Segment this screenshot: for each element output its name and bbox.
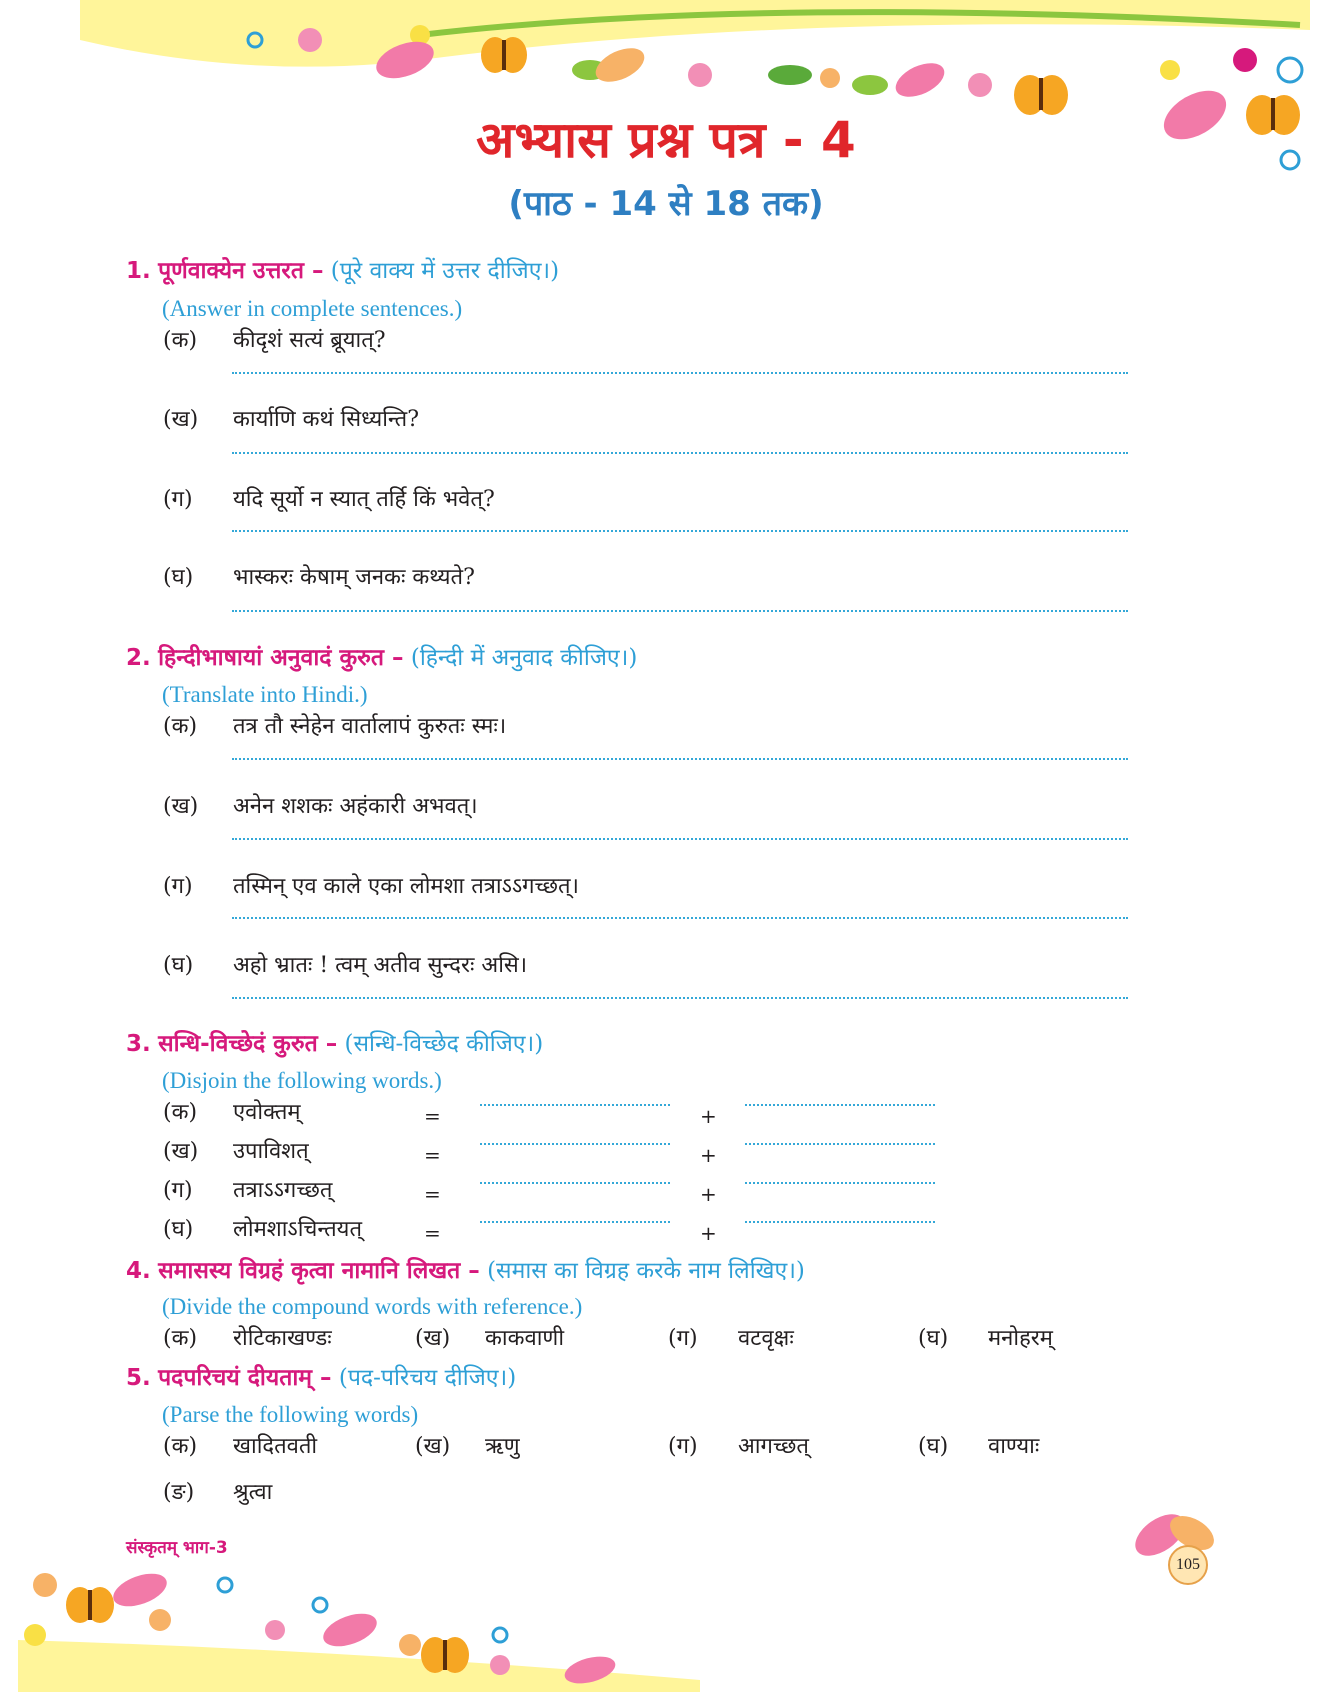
item-text: वटवृक्षः [738,1326,794,1351]
item-text: तस्मिन् एव काले एका लोमशा तत्राऽऽगच्छत्। [233,874,579,899]
list-item [163,1137,309,1167]
item-label: (ख) [415,1326,451,1351]
answer-line[interactable] [232,372,1128,374]
list-item [163,951,527,981]
item-label: (घ) [163,953,194,978]
plus-sign: + [700,1104,717,1128]
item-text: काकवाणी [485,1326,565,1351]
question-sanskrit: हिन्दीभाषायां अनुवादं कुरुत – [158,645,404,671]
answer-line[interactable] [480,1182,670,1184]
plus-sign: + [700,1221,717,1245]
item-label: (ग) [668,1326,698,1351]
list-item [918,1432,1039,1462]
item-label: (घ) [918,1434,949,1459]
item-text: लोमशाऽचिन्तयत् [233,1217,362,1242]
item-text: ऋणु [485,1434,520,1459]
question-english: (Divide the compound words with reference.) [162,1294,583,1319]
question-sanskrit: समासस्य विग्रहं कृत्वा नामानि लिखत – [158,1258,480,1284]
question-sanskrit: सन्धि-विच्छेदं कुरुत – [158,1031,338,1057]
answer-line[interactable] [745,1104,935,1106]
item-label: (ङ) [163,1480,195,1505]
list-item [163,792,478,822]
item-text: अनेन शशकः अहंकारी अभवत्। [233,794,478,819]
answer-line[interactable] [232,917,1128,919]
item-label: (क) [163,1434,198,1459]
item-text: आगच्छत् [738,1434,809,1459]
item-text: उपाविशत् [233,1139,309,1164]
item-label: (ख) [163,794,199,819]
plus-sign: + [700,1182,717,1206]
list-item [163,1215,362,1245]
equals-sign: = [424,1143,441,1167]
item-text: मनोहरम् [988,1326,1053,1351]
list-item [163,712,506,742]
question-2-heading [126,642,637,674]
list-item [163,1324,332,1354]
question-number: 3. [126,1031,151,1057]
question-sanskrit: पूर्णवाक्येन उत्तरत – [158,258,324,284]
question-number: 1. [126,258,151,284]
answer-line[interactable] [745,1182,935,1184]
answer-line[interactable] [745,1143,935,1145]
question-hindi: (पद-परिचय दीजिए।) [338,1365,517,1391]
question-4-heading [126,1255,805,1287]
page-subtitle: (पाठ - 14 से 18 तक) [508,184,824,224]
answer-line[interactable] [480,1221,670,1223]
answer-line[interactable] [232,452,1128,454]
answer-line[interactable] [232,838,1128,840]
item-label: (घ) [163,565,194,590]
item-label: (ग) [163,874,193,899]
item-text: कार्याणि कथं सिध्यन्ति? [233,407,420,432]
answer-line[interactable] [232,997,1128,999]
item-text: तत्र तौ स्नेहेन वार्तालापं कुरुतः स्मः। [233,714,507,739]
page-number: 105 [1168,1545,1208,1585]
equals-sign: = [424,1104,441,1128]
list-item [415,1432,520,1462]
question-hindi: (हिन्दी में अनुवाद कीजिए।) [410,645,638,671]
list-item [163,405,419,435]
item-label: (ग) [163,487,193,512]
item-label: (ख) [415,1434,451,1459]
item-label: (ख) [163,1139,199,1164]
question-3-heading [126,1028,543,1060]
item-label: (ग) [668,1434,698,1459]
question-english: (Answer in complete sentences.) [162,296,463,321]
question-number: 5. [126,1365,151,1391]
item-text: अहो भ्रातः ! त्वम् अतीव सुन्दरः असि। [233,953,528,978]
butterfly-icon [1014,75,1068,115]
list-item [163,563,475,593]
item-label: (घ) [163,1217,194,1242]
answer-line[interactable] [232,758,1128,760]
question-english: (Parse the following words) [162,1402,419,1427]
item-label: (क) [163,714,198,739]
question-english: (Translate into Hindi.) [162,682,368,707]
question-1-heading [126,255,559,287]
question-hindi: (सन्धि-विच्छेद कीजिए।) [344,1031,544,1057]
answer-line[interactable] [480,1143,670,1145]
answer-line[interactable] [480,1104,670,1106]
plus-sign: + [700,1143,717,1167]
item-text: रोटिकाखण्डः [233,1326,332,1351]
answer-line[interactable] [745,1221,935,1223]
item-label: (ख) [163,407,199,432]
list-item [163,1432,317,1462]
list-item [163,1098,301,1128]
item-text: कीदृशं सत्यं ब्रूयात्? [233,328,386,353]
list-item [163,872,579,902]
question-number: 4. [126,1258,151,1284]
question-sanskrit: पदपरिचयं दीयताम् – [158,1365,332,1391]
item-label: (क) [163,328,198,353]
list-item [668,1432,809,1462]
question-5-heading [126,1362,516,1394]
list-item [163,326,386,356]
footer-book-title: संस्कृतम् भाग-3 [126,1538,228,1558]
item-text: भास्करः केषाम् जनकः कथ्यते? [233,565,475,590]
question-english: (Disjoin the following words.) [162,1068,442,1093]
item-text: यदि सूर्यो न स्यात् तर्हि किं भवेत्? [233,487,495,512]
answer-line[interactable] [232,530,1128,532]
list-item [918,1324,1053,1354]
item-label: (क) [163,1100,198,1125]
list-item [415,1324,564,1354]
item-text: तत्राऽऽगच्छत् [233,1178,333,1203]
question-hindi: (पूरे वाक्य में उत्तर दीजिए।) [330,258,560,284]
list-item [163,1176,332,1206]
bottom-floral-border [0,1560,1332,1692]
item-label: (क) [163,1326,198,1351]
list-item [163,485,495,515]
item-label: (ग) [163,1178,193,1203]
answer-line[interactable] [232,610,1128,612]
list-item [668,1324,794,1354]
equals-sign: = [424,1182,441,1206]
list-item [163,1478,272,1508]
item-text: एवोक्तम् [233,1100,301,1125]
question-hindi: (समास का विग्रह करके नाम लिखिए।) [487,1258,805,1284]
item-text: खादितवती [233,1434,318,1459]
item-text: श्रुत्वा [233,1480,273,1505]
butterfly-icon [481,37,527,73]
question-number: 2. [126,645,151,671]
equals-sign: = [424,1221,441,1245]
item-label: (घ) [918,1326,949,1351]
page-title: अभ्यास प्रश्न पत्र - 4 [476,111,856,169]
item-text: वाण्याः [988,1434,1040,1459]
